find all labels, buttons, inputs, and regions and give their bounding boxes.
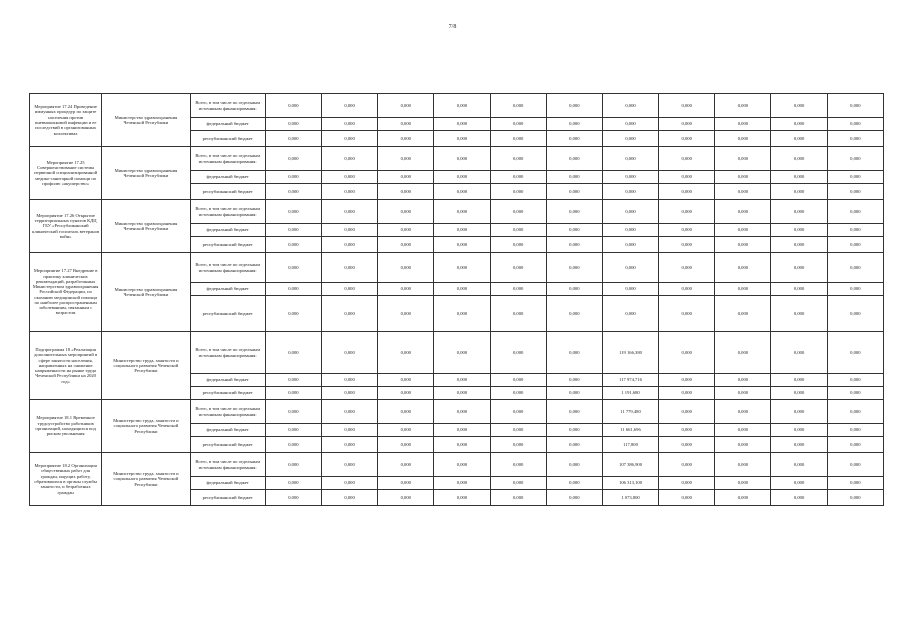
amount-cell: 0,000 xyxy=(378,283,434,296)
amount-cell: 0,000 xyxy=(771,200,827,224)
amount-cell: 0,000 xyxy=(827,118,883,131)
amount-cell: 0,000 xyxy=(602,200,658,224)
amount-cell: 0,000 xyxy=(378,147,434,171)
amount-cell: 0,000 xyxy=(378,171,434,184)
amount-cell: 0,000 xyxy=(659,118,715,131)
amount-cell: 0,000 xyxy=(321,253,377,283)
amount-cell: 0,000 xyxy=(378,477,434,490)
amount-cell: 107 386,900 xyxy=(602,453,658,477)
amount-cell: 0,000 xyxy=(378,118,434,131)
amount-cell: 0,000 xyxy=(771,332,827,374)
amount-cell: 0,000 xyxy=(659,374,715,387)
amount-cell: 0,000 xyxy=(827,283,883,296)
table-row xyxy=(30,332,884,374)
amount-cell: 0,000 xyxy=(602,184,658,200)
amount-cell: 0,000 xyxy=(490,490,546,506)
amount-cell: 0,000 xyxy=(265,283,321,296)
amount-cell: 0,000 xyxy=(378,200,434,224)
amount-cell: 0,000 xyxy=(659,147,715,171)
amount-cell: 0,000 xyxy=(602,147,658,171)
amount-cell: 0,000 xyxy=(827,184,883,200)
amount-cell: 0,000 xyxy=(546,200,602,224)
amount-cell: 0,000 xyxy=(771,374,827,387)
amount-cell: 0,000 xyxy=(827,237,883,253)
amount-cell: 0,000 xyxy=(265,400,321,424)
amount-cell: 106 313,100 xyxy=(602,477,658,490)
executor-name: Министерство труда, занятости и социального развития Чеченской Республики xyxy=(102,453,190,506)
amount-cell: 0,000 xyxy=(715,237,771,253)
amount-cell: 0,000 xyxy=(715,283,771,296)
amount-cell: 0,000 xyxy=(715,387,771,400)
amount-cell: 0,000 xyxy=(715,374,771,387)
amount-cell: 0,000 xyxy=(490,224,546,237)
funding-source: федеральный бюджет xyxy=(190,477,265,490)
funding-source: Всего, в том числе по отдельным источникам финансирования: xyxy=(190,147,265,171)
executor-name: Министерство здравоохранения Чеченской Республики xyxy=(102,94,190,147)
amount-cell: 0,000 xyxy=(321,437,377,453)
amount-cell: 0,000 xyxy=(771,453,827,477)
amount-cell: 0,000 xyxy=(321,171,377,184)
amount-cell: 0,000 xyxy=(321,477,377,490)
executor-name: Министерство здравоохранения Чеченской Республики xyxy=(102,253,190,332)
amount-cell: 0,000 xyxy=(490,94,546,118)
amount-cell: 0,000 xyxy=(378,387,434,400)
amount-cell: 0,000 xyxy=(715,490,771,506)
funding-source: республиканский бюджет xyxy=(190,237,265,253)
amount-cell: 0,000 xyxy=(434,424,490,437)
amount-cell: 0,000 xyxy=(715,437,771,453)
amount-cell: 0,000 xyxy=(490,387,546,400)
amount-cell: 0,000 xyxy=(265,437,321,453)
budget-table xyxy=(29,93,884,506)
amount-cell: 0,000 xyxy=(378,332,434,374)
amount-cell: 0,000 xyxy=(321,147,377,171)
amount-cell: 0,000 xyxy=(321,131,377,147)
amount-cell: 0,000 xyxy=(321,296,377,332)
amount-cell: 0,000 xyxy=(378,94,434,118)
amount-cell: 0,000 xyxy=(490,400,546,424)
amount-cell: 0,000 xyxy=(265,200,321,224)
amount-cell: 0,000 xyxy=(715,477,771,490)
amount-cell: 0,000 xyxy=(715,332,771,374)
amount-cell: 0,000 xyxy=(827,224,883,237)
amount-cell: 0,000 xyxy=(771,400,827,424)
funding-source: Всего, в том числе по отдельным источникам финансирования: xyxy=(190,453,265,477)
amount-cell: 0,000 xyxy=(378,184,434,200)
funding-source: федеральный бюджет xyxy=(190,224,265,237)
amount-cell: 0,000 xyxy=(602,237,658,253)
amount-cell: 0,000 xyxy=(434,477,490,490)
amount-cell: 0,000 xyxy=(602,253,658,283)
amount-cell: 0,000 xyxy=(321,387,377,400)
amount-cell: 0,000 xyxy=(659,253,715,283)
amount-cell: 0,000 xyxy=(659,453,715,477)
amount-cell: 0,000 xyxy=(827,424,883,437)
amount-cell: 0,000 xyxy=(771,147,827,171)
executor-name: Министерство здравоохранения Чеченской Республики xyxy=(102,147,190,200)
table-row xyxy=(30,253,884,283)
amount-cell: 0,000 xyxy=(490,296,546,332)
amount-cell: 0,000 xyxy=(827,437,883,453)
amount-cell: 0,000 xyxy=(490,237,546,253)
amount-cell: 0,000 xyxy=(321,490,377,506)
page-number: 7/8 xyxy=(448,24,457,30)
funding-source: федеральный бюджет xyxy=(190,424,265,437)
amount-cell: 0,000 xyxy=(771,131,827,147)
amount-cell: 0,000 xyxy=(827,400,883,424)
amount-cell: 0,000 xyxy=(321,118,377,131)
amount-cell: 0,000 xyxy=(602,283,658,296)
amount-cell: 0,000 xyxy=(771,296,827,332)
amount-cell: 0,000 xyxy=(434,387,490,400)
amount-cell: 0,000 xyxy=(659,94,715,118)
amount-cell: 0,000 xyxy=(771,237,827,253)
amount-cell: 0,000 xyxy=(827,94,883,118)
amount-cell: 0,000 xyxy=(715,224,771,237)
amount-cell: 0,000 xyxy=(321,453,377,477)
funding-source: республиканский бюджет xyxy=(190,490,265,506)
amount-cell: 0,000 xyxy=(546,118,602,131)
amount-cell: 0,000 xyxy=(265,184,321,200)
amount-cell: 0,000 xyxy=(378,224,434,237)
amount-cell: 0,000 xyxy=(546,400,602,424)
amount-cell: 0,000 xyxy=(659,171,715,184)
amount-cell: 1 073,800 xyxy=(602,490,658,506)
amount-cell: 117 974,716 xyxy=(602,374,658,387)
amount-cell: 0,000 xyxy=(321,400,377,424)
amount-cell: 0,000 xyxy=(490,477,546,490)
amount-cell: 11 779,480 xyxy=(602,400,658,424)
amount-cell: 0,000 xyxy=(265,131,321,147)
funding-source: федеральный бюджет xyxy=(190,283,265,296)
amount-cell: 0,000 xyxy=(771,387,827,400)
table-body xyxy=(30,94,884,506)
amount-cell: 0,000 xyxy=(771,477,827,490)
amount-cell: 0,000 xyxy=(265,387,321,400)
amount-cell: 0,000 xyxy=(659,184,715,200)
amount-cell: 0,000 xyxy=(490,131,546,147)
amount-cell: 0,000 xyxy=(321,94,377,118)
amount-cell: 0,000 xyxy=(546,477,602,490)
funding-source: республиканский бюджет xyxy=(190,131,265,147)
amount-cell: 0,000 xyxy=(265,490,321,506)
amount-cell: 0,000 xyxy=(546,490,602,506)
amount-cell: 0,000 xyxy=(546,332,602,374)
amount-cell: 0,000 xyxy=(434,332,490,374)
amount-cell: 0,000 xyxy=(715,200,771,224)
amount-cell: 0,000 xyxy=(434,94,490,118)
amount-cell: 0,000 xyxy=(827,374,883,387)
amount-cell: 0,000 xyxy=(659,332,715,374)
amount-cell: 0,000 xyxy=(771,118,827,131)
amount-cell: 0,000 xyxy=(490,147,546,171)
amount-cell: 0,000 xyxy=(546,283,602,296)
amount-cell: 0,000 xyxy=(434,400,490,424)
amount-cell: 0,000 xyxy=(827,387,883,400)
amount-cell: 0,000 xyxy=(659,283,715,296)
amount-cell: 0,000 xyxy=(490,184,546,200)
amount-cell: 0,000 xyxy=(546,453,602,477)
funding-source: Всего, в том числе по отдельным источникам финансирования: xyxy=(190,94,265,118)
amount-cell: 0,000 xyxy=(434,296,490,332)
amount-cell: 1 191,680 xyxy=(602,387,658,400)
amount-cell: 0,000 xyxy=(827,253,883,283)
amount-cell: 0,000 xyxy=(434,224,490,237)
amount-cell: 0,000 xyxy=(321,424,377,437)
amount-cell: 0,000 xyxy=(490,332,546,374)
executor-name: Министерство труда, занятости и социального развития Чеченской Республики xyxy=(102,332,190,400)
amount-cell: 0,000 xyxy=(321,200,377,224)
amount-cell: 0,000 xyxy=(434,374,490,387)
amount-cell: 0,000 xyxy=(659,437,715,453)
amount-cell: 0,000 xyxy=(602,131,658,147)
funding-source: Всего, в том числе по отдельным источникам финансирования: xyxy=(190,200,265,224)
amount-cell: 0,000 xyxy=(771,424,827,437)
amount-cell: 0,000 xyxy=(659,387,715,400)
measure-name: Подпрограмма 18 «Реализация дополнительных мероприятий в сфере занятости населения, направленных на снижение напряженности на рынке труда Чеченской Республики на 2020 год» xyxy=(30,332,102,400)
amount-cell: 0,000 xyxy=(490,424,546,437)
executor-name: Министерство труда, занятости и социального развития Чеченской Республики xyxy=(102,400,190,453)
amount-cell: 0,000 xyxy=(827,490,883,506)
amount-cell: 0,000 xyxy=(434,171,490,184)
amount-cell: 0,000 xyxy=(265,118,321,131)
amount-cell: 0,000 xyxy=(546,237,602,253)
amount-cell: 0,000 xyxy=(827,200,883,224)
table-row xyxy=(30,400,884,424)
funding-source: Всего, в том числе по отдельным источникам финансирования: xyxy=(190,253,265,283)
amount-cell: 0,000 xyxy=(378,437,434,453)
amount-cell: 0,000 xyxy=(490,437,546,453)
amount-cell: 0,000 xyxy=(434,437,490,453)
funding-source: федеральный бюджет xyxy=(190,118,265,131)
amount-cell: 0,000 xyxy=(434,131,490,147)
amount-cell: 0,000 xyxy=(771,224,827,237)
amount-cell: 0,000 xyxy=(659,200,715,224)
amount-cell: 117,800 xyxy=(602,437,658,453)
measure-name: Мероприятие 18.2 Организация общественных работ для граждан, ищущих работу, обратившихся в органы службы занятости, и безработных граждан xyxy=(30,453,102,506)
funding-source: республиканский бюджет xyxy=(190,184,265,200)
measure-name: Мероприятие 17.24 Проведение иммунных процедур по защите населения против пневмококковой инфекции и ее последствий в организованных коллективах xyxy=(30,94,102,147)
amount-cell: 0,000 xyxy=(378,490,434,506)
amount-cell: 0,000 xyxy=(827,477,883,490)
amount-cell: 0,000 xyxy=(378,296,434,332)
amount-cell: 0,000 xyxy=(434,253,490,283)
amount-cell: 0,000 xyxy=(265,253,321,283)
amount-cell: 0,000 xyxy=(321,332,377,374)
amount-cell: 0,000 xyxy=(715,171,771,184)
amount-cell: 0,000 xyxy=(602,118,658,131)
amount-cell: 0,000 xyxy=(546,296,602,332)
amount-cell: 0,000 xyxy=(490,374,546,387)
amount-cell: 0,000 xyxy=(321,374,377,387)
amount-cell: 0,000 xyxy=(715,453,771,477)
amount-cell: 0,000 xyxy=(602,171,658,184)
amount-cell: 0,000 xyxy=(715,118,771,131)
amount-cell: 0,000 xyxy=(715,184,771,200)
table-row xyxy=(30,147,884,171)
funding-source: федеральный бюджет xyxy=(190,374,265,387)
amount-cell: 0,000 xyxy=(546,437,602,453)
amount-cell: 0,000 xyxy=(827,453,883,477)
funding-source: республиканский бюджет xyxy=(190,387,265,400)
amount-cell: 0,000 xyxy=(546,387,602,400)
amount-cell: 0,000 xyxy=(490,200,546,224)
amount-cell: 0,000 xyxy=(321,184,377,200)
amount-cell: 0,000 xyxy=(434,283,490,296)
amount-cell: 0,000 xyxy=(659,296,715,332)
amount-cell: 0,000 xyxy=(715,296,771,332)
amount-cell: 0,000 xyxy=(771,184,827,200)
amount-cell: 0,000 xyxy=(659,477,715,490)
amount-cell: 0,000 xyxy=(827,296,883,332)
measure-name: Мероприятие 17.26 Открытие территориальных пунктов КДЦ ГБУ «Республиканский клинический госпиталь ветеранов войн» xyxy=(30,200,102,253)
amount-cell: 0,000 xyxy=(265,477,321,490)
measure-name: Мероприятие 18.1 Временное трудоустройство работников организаций, находящихся под риском увольнения xyxy=(30,400,102,453)
amount-cell: 0,000 xyxy=(602,224,658,237)
amount-cell: 0,000 xyxy=(827,131,883,147)
measure-name: Мероприятие 17.27 Внедрение в практику клинических рекомендаций, разработанных Министерством здравоохранения Российской Федерации, по оказанию медицинской помощи по наиболее распространенным заболеваниям, связанным с возрастом xyxy=(30,253,102,332)
amount-cell: 0,000 xyxy=(265,237,321,253)
funding-source: республиканский бюджет xyxy=(190,296,265,332)
amount-cell: 0,000 xyxy=(771,490,827,506)
amount-cell: 0,000 xyxy=(434,184,490,200)
amount-cell: 0,000 xyxy=(434,200,490,224)
amount-cell: 0,000 xyxy=(434,237,490,253)
amount-cell: 0,000 xyxy=(659,424,715,437)
amount-cell: 0,000 xyxy=(434,453,490,477)
amount-cell: 0,000 xyxy=(378,237,434,253)
amount-cell: 0,000 xyxy=(771,283,827,296)
funding-source: республиканский бюджет xyxy=(190,437,265,453)
amount-cell: 0,000 xyxy=(265,332,321,374)
amount-cell: 0,000 xyxy=(827,147,883,171)
amount-cell: 0,000 xyxy=(546,171,602,184)
amount-cell: 0,000 xyxy=(265,453,321,477)
amount-cell: 11 661,696 xyxy=(602,424,658,437)
amount-cell: 0,000 xyxy=(771,171,827,184)
executor-name: Министерство здравоохранения Чеченской Республики xyxy=(102,200,190,253)
table-row xyxy=(30,94,884,118)
amount-cell: 0,000 xyxy=(321,224,377,237)
amount-cell: 0,000 xyxy=(434,118,490,131)
amount-cell: 0,000 xyxy=(378,131,434,147)
amount-cell: 0,000 xyxy=(321,283,377,296)
funding-source: Всего, в том числе по отдельным источникам финансирования: xyxy=(190,332,265,374)
amount-cell: 0,000 xyxy=(659,131,715,147)
amount-cell: 0,000 xyxy=(659,400,715,424)
amount-cell: 0,000 xyxy=(546,131,602,147)
amount-cell: 0,000 xyxy=(715,131,771,147)
amount-cell: 0,000 xyxy=(715,94,771,118)
amount-cell: 0,000 xyxy=(490,253,546,283)
amount-cell: 0,000 xyxy=(546,184,602,200)
funding-source: федеральный бюджет xyxy=(190,171,265,184)
amount-cell: 0,000 xyxy=(659,490,715,506)
amount-cell: 0,000 xyxy=(715,253,771,283)
amount-cell: 0,000 xyxy=(378,253,434,283)
table-row xyxy=(30,200,884,224)
amount-cell: 0,000 xyxy=(265,224,321,237)
amount-cell: 0,000 xyxy=(490,118,546,131)
amount-cell: 0,000 xyxy=(490,283,546,296)
amount-cell: 0,000 xyxy=(715,400,771,424)
amount-cell: 0,000 xyxy=(265,94,321,118)
amount-cell: 0,000 xyxy=(490,171,546,184)
amount-cell: 0,000 xyxy=(602,296,658,332)
amount-cell: 0,000 xyxy=(378,374,434,387)
amount-cell: 0,000 xyxy=(378,424,434,437)
amount-cell: 0,000 xyxy=(321,237,377,253)
amount-cell: 0,000 xyxy=(771,437,827,453)
amount-cell: 0,000 xyxy=(546,374,602,387)
amount-cell: 0,000 xyxy=(771,253,827,283)
amount-cell: 0,000 xyxy=(546,224,602,237)
amount-cell: 0,000 xyxy=(659,224,715,237)
table-row xyxy=(30,453,884,477)
amount-cell: 0,000 xyxy=(659,237,715,253)
funding-source: Всего, в том числе по отдельным источникам финансирования: xyxy=(190,400,265,424)
amount-cell: 0,000 xyxy=(265,424,321,437)
amount-cell: 0,000 xyxy=(546,147,602,171)
measure-name: Мероприятие 17.25 Совершенствование системы первичной специализированной медико-санитарной помощи по профилю «акушерство» xyxy=(30,147,102,200)
amount-cell: 0,000 xyxy=(715,424,771,437)
amount-cell: 0,000 xyxy=(715,147,771,171)
amount-cell: 0,000 xyxy=(546,424,602,437)
amount-cell: 0,000 xyxy=(265,147,321,171)
amount-cell: 0,000 xyxy=(434,147,490,171)
amount-cell: 0,000 xyxy=(490,453,546,477)
amount-cell: 0,000 xyxy=(265,374,321,387)
amount-cell: 0,000 xyxy=(265,171,321,184)
amount-cell: 0,000 xyxy=(771,94,827,118)
amount-cell: 0,000 xyxy=(546,94,602,118)
amount-cell: 0,000 xyxy=(378,453,434,477)
amount-cell: 0,000 xyxy=(827,171,883,184)
amount-cell: 0,000 xyxy=(378,400,434,424)
amount-cell: 0,000 xyxy=(265,296,321,332)
amount-cell: 0,000 xyxy=(827,332,883,374)
amount-cell: 119 166,380 xyxy=(602,332,658,374)
amount-cell: 0,000 xyxy=(434,490,490,506)
amount-cell: 0,000 xyxy=(602,94,658,118)
amount-cell: 0,000 xyxy=(546,253,602,283)
